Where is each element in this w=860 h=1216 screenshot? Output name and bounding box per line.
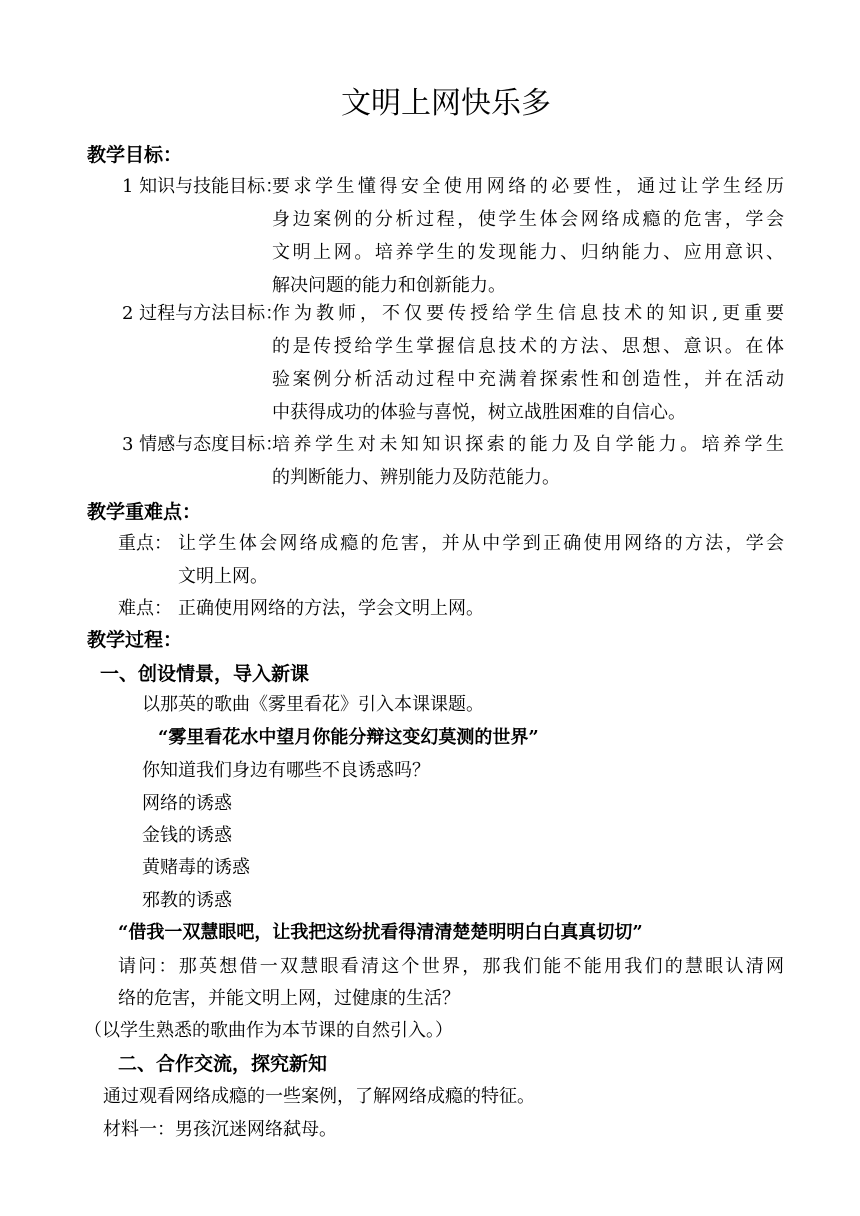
objective-process-line: 中获得成功的体验与喜悦，树立战胜困难的自信心。: [272, 402, 686, 423]
section1-heading: 一、创设情景，导入新课: [100, 663, 310, 685]
difficulty-text: 正确使用网络的方法，学会文明上网。: [178, 598, 484, 619]
section2-intro: 通过观看网络成瘾的一些案例，了解网络成瘾的特征。: [103, 1086, 535, 1107]
objective-process-line: 作为教师，不仅要传授给学生信息技术的知识,更重要: [272, 303, 784, 324]
focus-line: 文明上网。: [178, 566, 268, 587]
section2-heading: 二、合作交流，探究新知: [118, 1053, 328, 1075]
objective-process-line: 验案例分析活动过程中充满着探索性和创造性，并在活动: [272, 369, 784, 390]
lyric-quote: “雾里看花水中望月你能分辩这变幻莫测的世界”: [158, 727, 539, 748]
objective-knowledge-line: 文明上网。培养学生的发现能力、归纳能力、应用意识、: [272, 242, 784, 263]
focus-line: 让学生体会网络成瘾的危害，并从中学到正确使用网络的方法，学会: [178, 533, 784, 554]
temptation-item: 黄赌毒的诱惑: [142, 857, 250, 878]
temptation-item: 金钱的诱惑: [142, 825, 232, 846]
objective-knowledge-label: 1 知识与技能目标：: [122, 176, 284, 197]
key-points-heading: 教学重难点：: [87, 501, 202, 523]
objectives-heading: 教学目标：: [87, 144, 183, 166]
ask-line: 络的危害，并能文明上网，过健康的生活？: [118, 988, 460, 1009]
temptation-question: 你知道我们身边有哪些不良诱惑吗？: [142, 760, 430, 781]
difficulty-label: 难点：: [118, 598, 172, 619]
objective-emotion-label: 3 情感与态度目标：: [122, 434, 284, 455]
process-heading: 教学过程：: [87, 629, 183, 651]
objective-emotion-line: 的判断能力、辨别能力及防范能力。: [272, 467, 560, 488]
section1-note: （以学生熟悉的歌曲作为本节课的自然引入。）: [84, 1020, 453, 1041]
material-one: 材料一：男孩沉迷网络弑母。: [103, 1119, 337, 1140]
objective-process-line: 的是传授给学生掌握信息技术的方法、思想、意识。在体: [272, 336, 784, 357]
temptation-item: 网络的诱惑: [142, 793, 232, 814]
objective-emotion-line: 培养学生对未知知识探索的能力及自学能力。培养学生: [272, 434, 784, 455]
lyric-quote: “借我一双慧眼吧，让我把这纷扰看得清清楚楚明明白白真真切切”: [118, 922, 643, 943]
page-title: 文明上网快乐多: [341, 86, 551, 121]
objective-knowledge-line: 要求学生懂得安全使用网络的必要性，通过让学生经历: [272, 176, 784, 197]
objective-process-label: 2 过程与方法目标：: [122, 303, 284, 324]
ask-line: 请问：那英想借一双慧眼看清这个世界，那我们能不能用我们的慧眼认清网: [118, 956, 784, 977]
objective-knowledge-line: 解决问题的能力和创新能力。: [272, 275, 506, 296]
temptation-item: 邪教的诱惑: [142, 890, 232, 911]
focus-label: 重点：: [118, 533, 172, 554]
objective-knowledge-line: 身边案例的分析过程，使学生体会网络成瘾的危害，学会: [272, 209, 784, 230]
section1-intro: 以那英的歌曲《雾里看花》引入本课课题。: [142, 694, 484, 715]
